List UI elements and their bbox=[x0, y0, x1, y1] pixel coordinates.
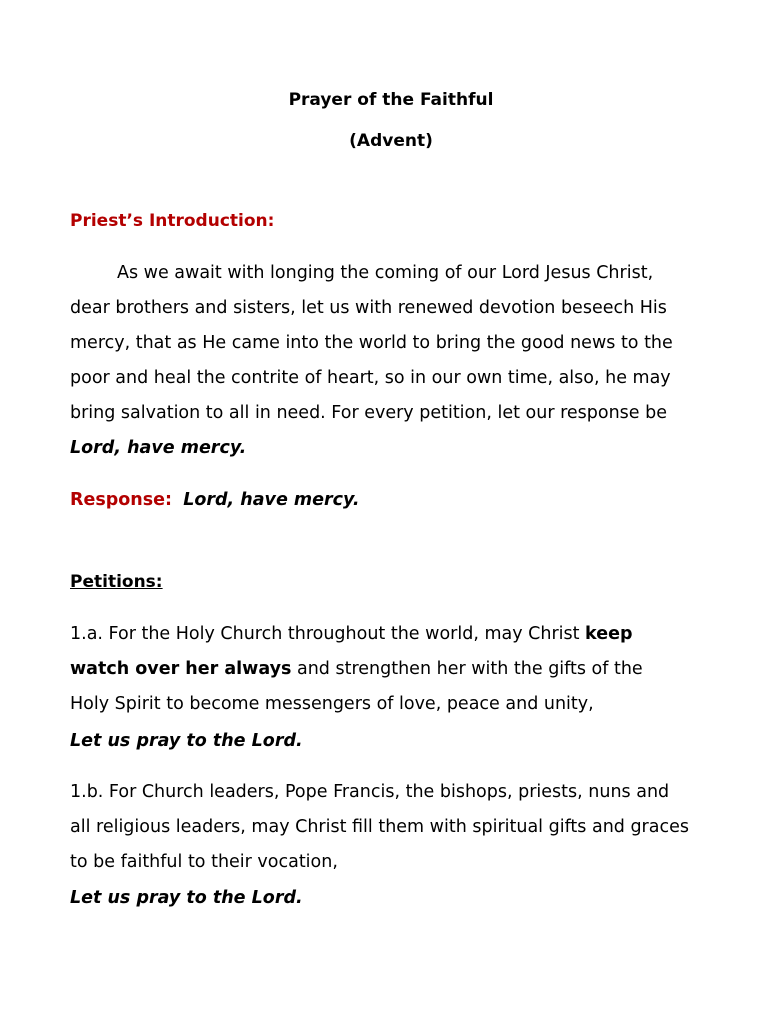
petition-line: to be faithful to their vocation, bbox=[70, 852, 338, 872]
introduction-closing: Lord, have mercy. bbox=[70, 438, 247, 458]
introduction-paragraph bbox=[70, 256, 730, 466]
response-text: Lord, have mercy. bbox=[183, 490, 360, 510]
petition-line bbox=[70, 652, 730, 687]
petition-text: and strengthen her with the gifts of the bbox=[291, 659, 643, 679]
petition-1a-refrain: Let us pray to the Lord. bbox=[70, 731, 303, 751]
introduction-line: bring salvation to all in need. For every petition, let our response be bbox=[70, 403, 667, 423]
introduction-line: dear brothers and sisters, let us with renewed devotion beseech His bbox=[70, 298, 667, 318]
petition-line: all religious leaders, may Christ fill them with spiritual gifts and graces bbox=[70, 817, 689, 837]
petition-line: Holy Spirit to become messengers of love, peace and unity, bbox=[70, 694, 594, 714]
petition-emphasis: keep bbox=[585, 624, 633, 644]
petition-line: 1.b. For Church leaders, Pope Francis, the bishops, priests, nuns and bbox=[70, 782, 670, 802]
petitions-heading: Petitions: bbox=[70, 572, 163, 592]
petition-1b bbox=[70, 775, 730, 880]
introduction-line: As we await with longing the coming of our Lord Jesus Christ, bbox=[117, 263, 654, 283]
petition-1a bbox=[70, 617, 730, 722]
document-subtitle: (Advent) bbox=[349, 131, 433, 151]
document-title: Prayer of the Faithful bbox=[288, 90, 494, 110]
petition-emphasis: watch over her always bbox=[70, 659, 292, 679]
introduction-line: mercy, that as He came into the world to bring the good news to the bbox=[70, 333, 673, 353]
petition-1b-refrain: Let us pray to the Lord. bbox=[70, 888, 303, 908]
introduction-heading: Priest’s Introduction: bbox=[70, 211, 275, 231]
introduction-line: poor and heal the contrite of heart, so in our own time, also, he may bbox=[70, 368, 671, 388]
petition-line bbox=[70, 617, 730, 652]
petition-text: 1.a. For the Holy Church throughout the world, may Christ bbox=[70, 624, 586, 644]
response-row bbox=[70, 490, 359, 510]
response-label: Response: bbox=[70, 490, 173, 510]
